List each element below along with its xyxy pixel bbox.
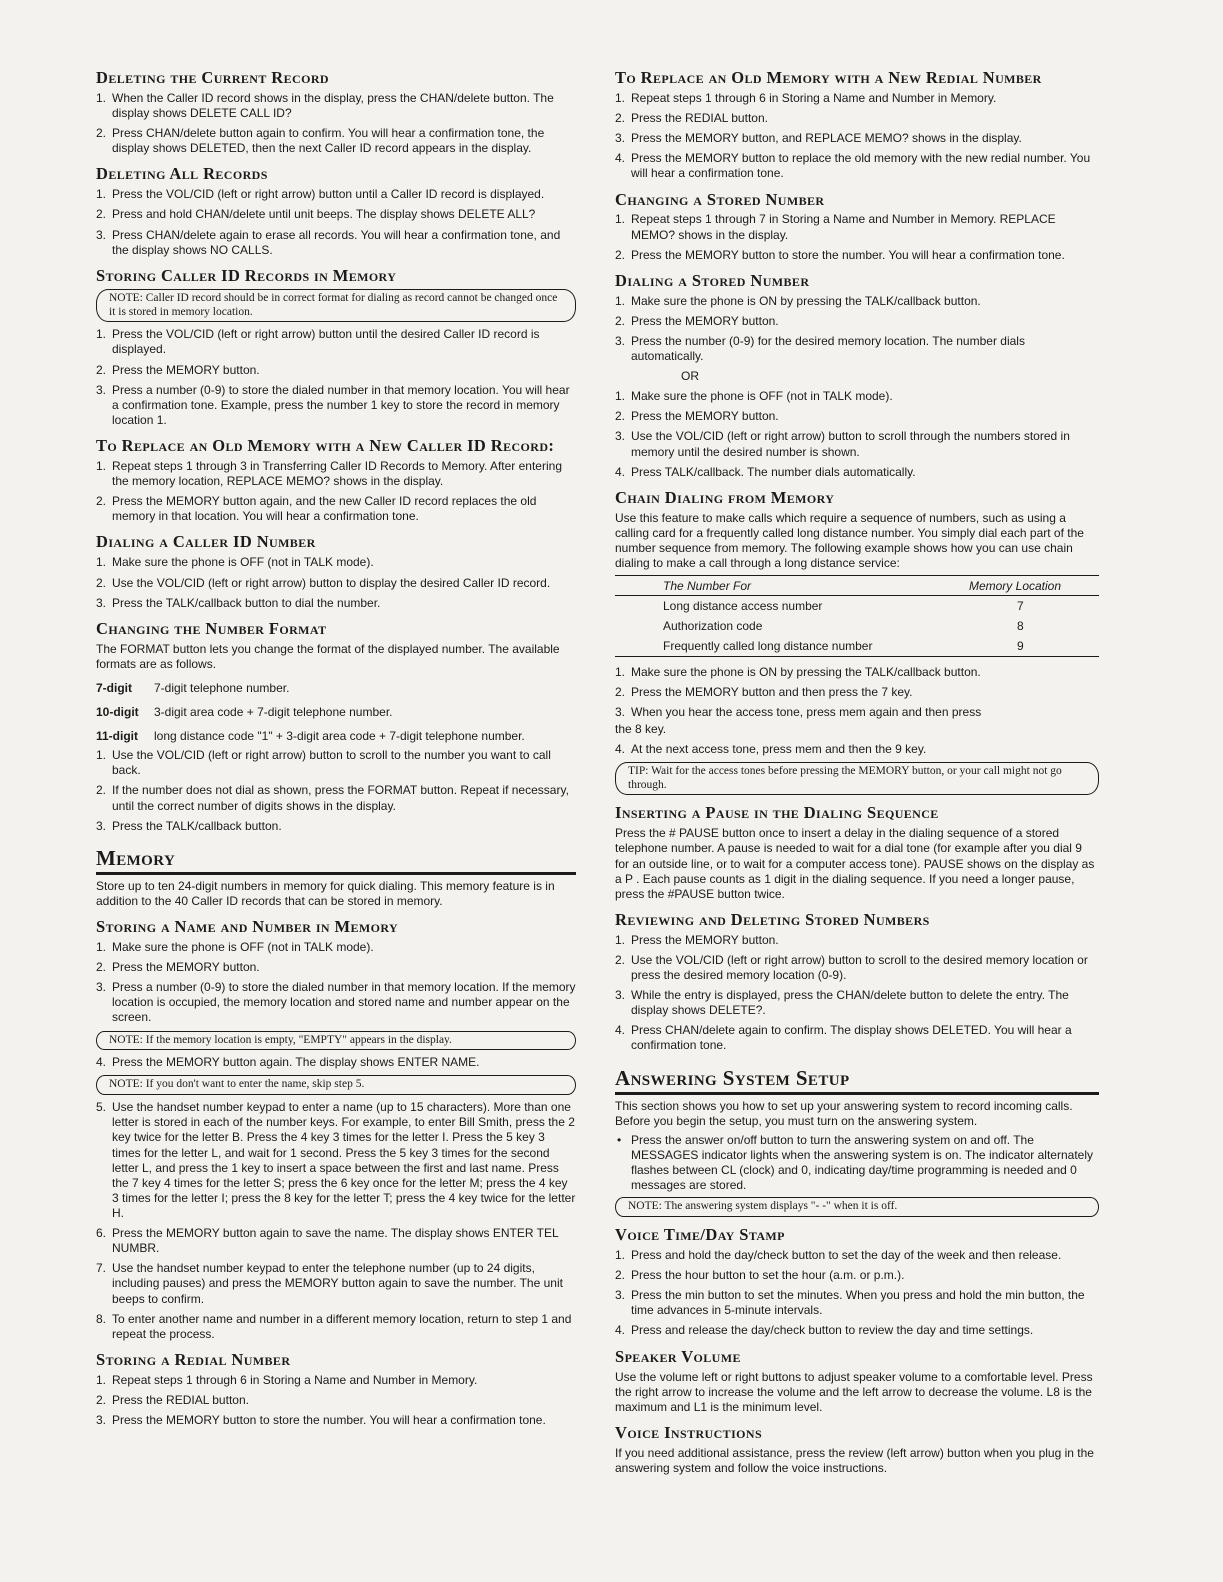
step-number: 1. <box>96 939 107 954</box>
heading-inserting-pause: Inserting a Pause in the Dialing Sequence <box>615 803 939 823</box>
list-dialing-stored-a <box>615 294 1099 364</box>
list-storing-name-step4 <box>96 1055 576 1070</box>
list-item <box>615 1248 1099 1263</box>
step-number: 3. <box>96 382 107 397</box>
step-number: 3. <box>615 131 626 146</box>
step-text: Press a number (0-9) to store the dialed number in that memory location. If the memory location is occupied, the memory location and stored name and number appear on the screen. <box>112 980 576 1025</box>
step-number: 3. <box>615 988 626 1003</box>
step-number: 1. <box>96 1372 107 1387</box>
list-item <box>96 327 576 357</box>
list-item <box>615 111 1099 126</box>
paragraph: The FORMAT button lets you change the format of the displayed number. The available formats are as follows. <box>96 641 560 671</box>
note-box: NOTE: Caller ID record should be in correct format for dialing as record cannot be changed once it is stored in memory location. <box>96 289 576 323</box>
step-text: Repeat steps 1 through 3 in Transferring Caller ID Records to Memory. After entering the memory location, REPLACE MEMO? shows in the display. <box>112 459 562 489</box>
right-column <box>615 60 1099 1480</box>
step-number: 3. <box>615 705 626 720</box>
list-voice-time <box>615 1248 1099 1339</box>
step-text: Press the MEMORY button again to save the name. The display shows ENTER TEL NUMBR. <box>112 1226 559 1256</box>
step-number: 3. <box>96 818 107 833</box>
step-text: Use the VOL/CID (left or right arrow) button to display the desired Caller ID record. <box>112 575 551 590</box>
step-text: Press the min button to set the minutes. When you press and hold the min button, the time advances in 5-minute intervals. <box>631 1288 1085 1318</box>
step-number: 2. <box>96 960 107 975</box>
step-text: Repeat steps 1 through 7 in Storing a Name and Number in Memory. REPLACE MEMO? shows in the display. <box>631 212 1056 242</box>
step-text: Make sure the phone is OFF (not in TALK mode). <box>631 389 893 404</box>
step-number: 1. <box>615 665 626 680</box>
step-text: Press TALK/callback. The number dials automatically. <box>631 464 916 479</box>
step-number: 1. <box>615 389 626 404</box>
table-row <box>615 616 1099 636</box>
step-text: If the number does not dial as shown, press the FORMAT button. Repeat if necessary, until the correct number of digits shows in the display. <box>112 783 569 813</box>
heading-voice-time: Voice Time/Day Stamp <box>615 1225 785 1245</box>
list-item <box>96 207 576 222</box>
table-row <box>615 596 1099 617</box>
table-cell: Authorization code <box>663 619 763 634</box>
table-cell: Long distance access number <box>663 599 823 614</box>
paragraph: If you need additional assistance, press the review (left arrow) button when you plug in the answering system and follow the voice instructions. <box>615 1445 1094 1475</box>
format-key: 7-digit <box>96 680 132 695</box>
heading-speaker-volume: Speaker Volume <box>615 1346 741 1366</box>
bullet-mark: • <box>617 1132 622 1147</box>
heading-voice-instructions: Voice Instructions <box>615 1422 763 1442</box>
step-number: 1. <box>96 555 107 570</box>
list-item <box>615 988 1099 1018</box>
step-number: 3. <box>96 595 107 610</box>
list-item <box>96 783 576 813</box>
note-box: NOTE: If you don't want to enter the name, skip step 5. <box>96 1075 576 1095</box>
heading-storing-name: Storing a Name and Number in Memory <box>96 917 399 937</box>
heading-deleting-all: Deleting All Records <box>96 164 268 184</box>
note-box: NOTE: The answering system displays "- -" when it is off. <box>615 1197 1099 1217</box>
step-number: 6. <box>96 1226 107 1241</box>
table-cell: 7 <box>1016 599 1024 614</box>
or-separator: OR <box>681 369 699 384</box>
table-cell: Frequently called long distance number <box>663 639 873 654</box>
left-column <box>96 60 576 1433</box>
step-number: 2. <box>615 685 626 700</box>
step-text: Press the MEMORY button again. The display shows ENTER NAME. <box>112 1055 480 1070</box>
step-text: Press CHAN/delete again to confirm. The display shows DELETED. You will hear a confirmation tone. <box>631 1023 1072 1053</box>
list-item <box>615 248 1099 263</box>
step-text: Repeat steps 1 through 6 in Storing a Name and Number in Memory. <box>631 90 997 105</box>
step-number: 4. <box>96 1055 107 1070</box>
step-number: 3. <box>615 429 626 444</box>
format-desc: long distance code "1" + 3-digit area code + 7-digit telephone number. <box>154 729 525 744</box>
list-item <box>96 91 576 121</box>
step-number: 4. <box>615 741 626 756</box>
step-number: 2. <box>96 783 107 798</box>
list-item <box>96 940 576 955</box>
heading-changing-format: Changing the Number Format <box>96 618 327 638</box>
format-desc: 7-digit telephone number. <box>154 680 290 695</box>
list-item <box>615 705 1099 720</box>
list-item <box>96 1413 576 1428</box>
step-number: 2. <box>615 313 626 328</box>
list-changing-stored <box>615 212 1099 262</box>
step-text: Press and hold the day/check button to set the day of the week and then release. <box>631 1247 1062 1262</box>
step-text: Press the MEMORY button to store the number. You will hear a confirmation tone. <box>112 1413 546 1428</box>
step-text: Press the VOL/CID (left or right arrow) button until a Caller ID record is displayed. <box>112 187 545 202</box>
list-reviewing <box>615 933 1099 1054</box>
step-number: 2. <box>96 362 107 377</box>
heading-dialing-cid: Dialing a Caller ID Number <box>96 532 316 552</box>
list-item <box>615 953 1099 983</box>
list-item <box>615 151 1099 181</box>
list-item <box>96 363 576 378</box>
step-text: Press CHAN/delete button again to confirm. You will hear a confirmation tone, the display shows DELETED, then the next Caller ID record appears in the display. <box>112 126 545 156</box>
step-text: Make sure the phone is OFF (not in TALK mode). <box>112 939 374 954</box>
list-item <box>615 409 1099 424</box>
step-number: 1. <box>96 327 107 342</box>
step-text: Make sure the phone is OFF (not in TALK mode). <box>112 555 374 570</box>
list-deleting-current <box>96 91 576 156</box>
step-number: 1. <box>615 212 626 227</box>
step-text: Press the VOL/CID (left or right arrow) button until the desired Caller ID record is displayed. <box>112 327 540 357</box>
list-item <box>96 1261 576 1306</box>
table-cell: 9 <box>1016 639 1024 654</box>
step-number: 3. <box>96 1413 107 1428</box>
format-row <box>96 729 576 744</box>
heading-storing-cid: Storing Caller ID Records in Memory <box>96 265 397 285</box>
step-text: At the next access tone, press mem and then the 9 key. <box>631 741 927 756</box>
list-item <box>615 1288 1099 1318</box>
step-number: 2. <box>96 207 107 222</box>
heading-chain-dialing: Chain Dialing from Memory <box>615 487 835 507</box>
list-item <box>96 1100 576 1221</box>
list-item <box>615 665 1099 680</box>
list-item <box>96 576 576 591</box>
list-storing-cid <box>96 327 576 428</box>
step-text: Press the TALK/callback button. <box>112 818 282 833</box>
step-text: Press the hour button to set the hour (a.m. or p.m.). <box>631 1268 905 1283</box>
step-number: 8. <box>96 1311 107 1326</box>
format-key: 10-digit <box>96 705 139 720</box>
step-continuation: the 8 key. <box>615 721 667 736</box>
list-item <box>96 383 576 428</box>
step-text: Press the REDIAL button. <box>112 1392 249 1407</box>
column-header-memory-location: Memory Location <box>969 576 1099 596</box>
list-item <box>615 1323 1099 1338</box>
list-item <box>96 960 576 975</box>
step-text: While the entry is displayed, press the CHAN/delete button to delete the entry. The display shows DELETE?. <box>631 988 1069 1018</box>
list-item <box>96 459 576 489</box>
format-row <box>96 705 576 720</box>
step-number: 1. <box>96 90 107 105</box>
step-text: Press the MEMORY button again, and the new Caller ID record replaces the old memory in that location. You will hear a confirmation tone. <box>112 494 537 524</box>
paragraph: Use the volume left or right buttons to adjust speaker volume to a comfortable level. Press the right arrow to increase the volume and the left arrow to decrease the volume. L8 is the maximum and L1 is the minimum level. <box>615 1369 1093 1414</box>
step-number: 4. <box>615 1323 626 1338</box>
step-text: Press the MEMORY button. <box>112 960 260 975</box>
step-number: 4. <box>615 464 626 479</box>
paragraph: Store up to ten 24-digit numbers in memory for quick dialing. This memory feature is in addition to the 40 Caller ID records that can be stored in memory. <box>96 878 555 908</box>
step-number: 4. <box>615 1023 626 1038</box>
list-item <box>96 1226 576 1256</box>
list-item <box>615 685 1099 700</box>
step-number: 1. <box>615 1247 626 1262</box>
list-item <box>615 131 1099 146</box>
list-dialing-cid <box>96 555 576 610</box>
step-number: 7. <box>96 1261 107 1276</box>
list-item <box>96 748 576 778</box>
heading-memory: Memory <box>96 846 576 875</box>
step-text: Use the handset number keypad to enter a name (up to 15 characters). More than one letter is stored in each of the number keys. For example, to enter Bill Smith, press the 2 key twice for the letter B. Press the 4 key 3 times for the letter I. Press the 5 key 3 times for the letter L, and wait for 1 second. Press the 5 key 3 times for the second letter L, and press the 1 key to insert a space between the first and last name. Press the 7 key 4 times for the letter S; press the 6 key once for the letter M; press the 4 key 3 times for the letter I; press the 8 key for the letter T; press the 4 key twice for the letter H. <box>112 1100 576 1220</box>
step-number: 2. <box>96 575 107 590</box>
list-item <box>96 228 576 258</box>
step-number: 1. <box>615 293 626 308</box>
paragraph: Use this feature to make calls which require a sequence of numbers, such as using a calling card for a frequently called long distance number. You simply dial each part of the number sequence from memory. The following example shows how you can use chain dialing to make a call through a long distance service: <box>615 510 1084 571</box>
note-box: NOTE: If the memory location is empty, "EMPTY" appears in the display. <box>96 1031 576 1051</box>
list-storing-redial <box>96 1373 576 1428</box>
list-item <box>96 187 576 202</box>
step-text: Press the MEMORY button. <box>631 313 779 328</box>
step-number: 3. <box>96 227 107 242</box>
step-text: Press the number (0-9) for the desired memory location. The number dials automatically. <box>631 334 1025 364</box>
step-text: Press the MEMORY button. <box>631 932 779 947</box>
step-number: 2. <box>96 126 107 141</box>
step-text: Press the MEMORY button to replace the old memory with the new redial number. You will hear a confirmation tone. <box>631 151 1091 181</box>
list-item <box>615 294 1099 309</box>
list-item <box>96 1393 576 1408</box>
list-item <box>96 819 576 834</box>
step-number: 2. <box>615 952 626 967</box>
step-text: Use the VOL/CID (left or right arrow) button to scroll through the numbers stored in memory until the desired number is shown. <box>631 429 1070 459</box>
format-key: 11-digit <box>96 729 139 744</box>
tip-box: TIP: Wait for the access tones before pressing the MEMORY button, or your call might not go through. <box>615 762 1099 796</box>
step-number: 2. <box>615 111 626 126</box>
list-chain-dialing <box>615 665 1099 720</box>
step-number: 2. <box>615 247 626 262</box>
paragraph: Press the # PAUSE button once to insert a delay in the dialing sequence of a stored telephone number. A pause is needed to wait for a dial tone (for example after you dial 9 for an outside line, or to wait for a computer access tone). PAUSE shows on the display as a P . Each pause counts as 1 digit in the dialing sequence. If you need a longer pause, press the #PAUSE button twice. <box>615 826 1095 901</box>
heading-storing-redial: Storing a Redial Number <box>96 1349 291 1369</box>
step-number: 1. <box>96 187 107 202</box>
format-row <box>96 681 576 696</box>
step-number: 2. <box>615 1268 626 1283</box>
step-number: 1. <box>615 932 626 947</box>
list-item <box>615 429 1099 459</box>
step-number: 5. <box>96 1100 107 1115</box>
step-number: 3. <box>615 1288 626 1303</box>
list-item <box>96 980 576 1025</box>
list-storing-name-b <box>96 1100 576 1342</box>
format-desc: 3-digit area code + 7-digit telephone number. <box>154 705 393 720</box>
table-row <box>615 636 1099 657</box>
step-text: Press the MEMORY button. <box>112 362 260 377</box>
list-item <box>615 389 1099 404</box>
step-text: Press the MEMORY button, and REPLACE MEMO? shows in the display. <box>631 131 1022 146</box>
step-text: Make sure the phone is ON by pressing the TALK/callback button. <box>631 293 981 308</box>
list-item <box>615 314 1099 329</box>
step-number: 4. <box>615 151 626 166</box>
list-item <box>615 742 1099 757</box>
step-number: 2. <box>615 409 626 424</box>
step-text: Press and release the day/check button to review the day and time settings. <box>631 1323 1034 1338</box>
list-replace-redial <box>615 91 1099 182</box>
heading-changing-stored: Changing a Stored Number <box>615 189 825 209</box>
step-text: When the Caller ID record shows in the display, press the CHAN/delete button. The display shows DELETE CALL ID? <box>112 90 554 121</box>
list-item <box>96 1312 576 1342</box>
step-number: 2. <box>96 494 107 509</box>
column-header-number-for: The Number For <box>615 576 969 596</box>
memory-location-table <box>615 575 1099 657</box>
step-text: Press a number (0-9) to store the dialed number in that memory location. You will hear a confirmation tone. Example, press the number 1 key to store the record in memory location 1. <box>112 382 570 427</box>
step-text: Press and hold CHAN/delete until unit beeps. The display shows DELETE ALL? <box>112 207 536 222</box>
step-text: Use the handset number keypad to enter the telephone number (up to 24 digits, including pauses) and press the MEMORY button again to save the number. The unit beeps to confirm. <box>112 1261 563 1306</box>
list-changing-format <box>96 748 576 834</box>
step-number: 1. <box>615 90 626 105</box>
step-text: Use the VOL/CID (left or right arrow) button to scroll to the number you want to call back. <box>112 748 551 778</box>
list-item <box>615 334 1099 364</box>
step-text: Repeat steps 1 through 6 in Storing a Name and Number in Memory. <box>112 1372 478 1387</box>
list-answering <box>615 1133 1099 1193</box>
list-item <box>96 494 576 524</box>
table-cell: 8 <box>1016 619 1024 634</box>
list-item <box>96 555 576 570</box>
step-text: When you hear the access tone, press mem again and then press <box>631 705 982 720</box>
list-item <box>96 1373 576 1388</box>
step-number: 2. <box>96 1392 107 1407</box>
list-deleting-all <box>96 187 576 257</box>
step-text: Press the TALK/callback button to dial the number. <box>112 595 381 610</box>
step-text: To enter another name and number in a different memory location, return to step 1 and repeat the process. <box>112 1311 572 1341</box>
heading-replace-cid: To Replace an Old Memory with a New Caller ID Record: <box>96 436 555 456</box>
step-text: Make sure the phone is ON by pressing the TALK/callback button. <box>631 665 981 680</box>
list-item <box>615 212 1099 242</box>
step-number: 1. <box>96 748 107 763</box>
step-text: Press the REDIAL button. <box>631 111 768 126</box>
step-text: Use the VOL/CID (left or right arrow) button to scroll to the desired memory location or press the desired memory location (0-9). <box>631 952 1088 983</box>
list-item <box>615 465 1099 480</box>
paragraph: This section shows you how to set up your answering system to record incoming calls. Before you begin the setup, you must turn on the answering system. <box>615 1098 1073 1128</box>
heading-dialing-stored: Dialing a Stored Number <box>615 270 810 290</box>
list-replace-cid <box>96 459 576 524</box>
table-header-row <box>615 576 1099 596</box>
heading-answering: Answering System Setup <box>615 1066 1099 1095</box>
heading-replace-redial: To Replace an Old Memory with a New Redial Number <box>615 68 1042 87</box>
step-text: Press the MEMORY button. <box>631 409 779 424</box>
step-text: Press the MEMORY button and then press the 7 key. <box>631 685 913 700</box>
list-dialing-stored-b <box>615 389 1099 480</box>
step-number: 1. <box>96 459 107 473</box>
list-item <box>96 596 576 611</box>
step-text: Press the MEMORY button to store the number. You will hear a confirmation tone. <box>631 247 1065 262</box>
list-item <box>96 126 576 156</box>
list-chain-dialing-step4 <box>615 742 1099 757</box>
list-storing-name-a <box>96 940 576 1026</box>
step-text: Press CHAN/delete again to erase all records. You will hear a confirmation tone, and the display shows NO CALLS. <box>112 227 561 257</box>
heading-reviewing: Reviewing and Deleting Stored Numbers <box>615 909 930 929</box>
list-item <box>615 91 1099 106</box>
step-number: 3. <box>615 334 626 348</box>
list-item <box>615 1133 1099 1193</box>
step-number: 3. <box>96 980 107 995</box>
bullet-text: Press the answer on/off button to turn the answering system on and off. The MESSAGES indicator lights when the answering system is on. The indicator alternately flashes between CL (clock) and 0, indicating day/time programming is needed and 0 messages are stored. <box>631 1132 1093 1193</box>
heading-deleting-current: Deleting the Current Record <box>96 68 329 87</box>
list-item <box>615 933 1099 948</box>
list-item <box>615 1023 1099 1053</box>
list-item <box>96 1055 576 1070</box>
list-item <box>615 1268 1099 1283</box>
